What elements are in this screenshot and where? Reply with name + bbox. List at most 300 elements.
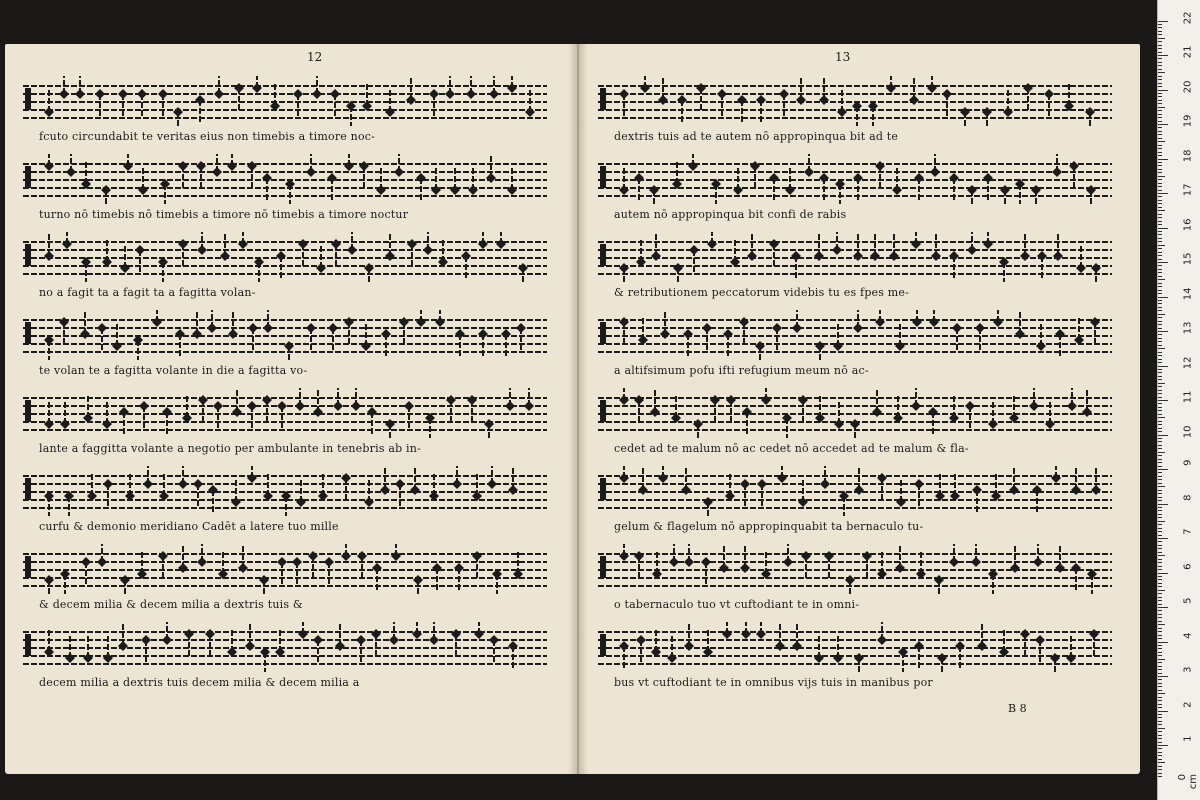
music-system: [598, 154, 1112, 196]
ruler-minor-tick: [1158, 517, 1162, 518]
ruler-minor-tick: [1158, 48, 1162, 49]
ruler-minor-tick: [1158, 735, 1162, 736]
ruler-minor-tick: [1158, 214, 1162, 215]
ruler-minor-tick: [1158, 731, 1162, 732]
ruler-minor-tick: [1158, 348, 1165, 349]
ruler-minor-tick: [1158, 541, 1162, 542]
ruler-minor-tick: [1158, 721, 1162, 722]
ruler-minor-tick: [1158, 200, 1162, 201]
ruler-minor-tick: [1158, 576, 1162, 577]
ruler-minor-tick: [1158, 693, 1165, 694]
ruler-minor-tick: [1158, 414, 1162, 415]
ruler-minor-tick: [1158, 69, 1162, 70]
ruler-minor-tick: [1158, 196, 1162, 197]
ruler-number: 7: [1182, 528, 1194, 535]
ruler-minor-tick: [1158, 62, 1162, 63]
ruler-minor-tick: [1158, 586, 1162, 587]
ruler-tick: [1158, 297, 1168, 298]
ruler-minor-tick: [1158, 428, 1162, 429]
ruler-minor-tick: [1158, 555, 1165, 556]
clef-mark: [600, 166, 606, 188]
ruler-tick: [1158, 711, 1168, 712]
ruler-minor-tick: [1158, 138, 1162, 139]
ruler-minor-tick: [1158, 183, 1162, 184]
ruler-minor-tick: [1158, 659, 1165, 660]
music-staff: [598, 622, 1112, 674]
ruler-minor-tick: [1158, 393, 1162, 394]
clef-mark: [600, 400, 606, 422]
ruler-minor-tick: [1158, 500, 1162, 501]
ruler-minor-tick: [1158, 669, 1162, 670]
ruler-tick: [1158, 159, 1168, 160]
ruler-minor-tick: [1158, 593, 1162, 594]
ruler-number: 16: [1182, 218, 1194, 231]
ruler-minor-tick: [1158, 76, 1162, 77]
ruler-number: 6: [1182, 563, 1194, 570]
clef-mark: [600, 322, 606, 344]
music-staff: [23, 622, 547, 674]
clef-mark: [25, 322, 31, 344]
ruler-minor-tick: [1158, 459, 1162, 460]
ruler-minor-tick: [1158, 624, 1165, 625]
ruler-minor-tick: [1158, 293, 1162, 294]
ruler-tick: [1158, 469, 1168, 470]
clef-mark: [600, 88, 606, 110]
ruler-minor-tick: [1158, 234, 1162, 235]
ruler-unit-label: 0 cm: [1177, 774, 1199, 790]
lyric-line: no a fagit ta a fagit ta a fagitta volan-: [39, 286, 256, 299]
ruler-minor-tick: [1158, 369, 1162, 370]
ruler-number: 20: [1182, 80, 1194, 93]
ruler-minor-tick: [1158, 321, 1162, 322]
ruler-minor-tick: [1158, 83, 1162, 84]
ruler-minor-tick: [1158, 362, 1162, 363]
right-page-number: 13: [835, 50, 851, 64]
ruler-minor-tick: [1158, 510, 1162, 511]
ruler-minor-tick: [1158, 107, 1165, 108]
music-staff: [598, 76, 1112, 128]
ruler-number: 21: [1182, 45, 1194, 59]
ruler-number: 11: [1182, 390, 1194, 404]
ruler-minor-tick: [1158, 252, 1162, 253]
ruler-tick: [1158, 193, 1168, 194]
ruler-minor-tick: [1158, 600, 1162, 601]
ruler-minor-tick: [1158, 569, 1162, 570]
ruler-minor-tick: [1158, 403, 1162, 404]
music-system: [598, 622, 1112, 664]
ruler-minor-tick: [1158, 597, 1162, 598]
ruler-minor-tick: [1158, 521, 1165, 522]
ruler-minor-tick: [1158, 686, 1162, 687]
ruler-minor-tick: [1158, 96, 1162, 97]
ruler-tick: [1158, 573, 1168, 574]
ruler-minor-tick: [1158, 769, 1162, 770]
ruler-minor-tick: [1158, 286, 1162, 287]
ruler-minor-tick: [1158, 34, 1162, 35]
ruler-minor-tick: [1158, 58, 1162, 59]
ruler-minor-tick: [1158, 759, 1162, 760]
ruler-minor-tick: [1158, 272, 1162, 273]
ruler-number: 12: [1182, 356, 1194, 369]
ruler-minor-tick: [1158, 424, 1162, 425]
ruler-minor-tick: [1158, 528, 1162, 529]
left-page: [5, 44, 575, 774]
ruler-minor-tick: [1158, 486, 1165, 487]
ruler-tick: [1158, 400, 1168, 401]
lyric-line: turno nō timebis nō timebis a timore nō timebis a timore noctur: [39, 208, 409, 221]
ruler-number: 14: [1182, 287, 1194, 300]
ruler-minor-tick: [1158, 452, 1165, 453]
music-staff: [598, 388, 1112, 440]
music-system: [23, 76, 547, 118]
ruler-minor-tick: [1158, 514, 1162, 515]
clef-mark: [600, 556, 606, 578]
lyric-line: lante a faggitta volante a negotio per ambulante in tenebris ab in-: [39, 442, 421, 455]
ruler-tick: [1158, 366, 1168, 367]
ruler-minor-tick: [1158, 448, 1162, 449]
ruler-minor-tick: [1158, 103, 1162, 104]
music-staff: [23, 232, 547, 284]
lyric-line: bus vt cuftodiant te in omnibus vijs tuis in manibus por: [614, 676, 933, 689]
ruler-tick: [1158, 262, 1168, 263]
music-system: [598, 310, 1112, 352]
ruler-minor-tick: [1158, 535, 1162, 536]
lyric-line: decem milia a dextris tuis decem milia & decem milia a: [39, 676, 360, 689]
ruler-minor-tick: [1158, 27, 1162, 28]
ruler-minor-tick: [1158, 707, 1162, 708]
ruler-number: 9: [1182, 459, 1194, 466]
lyric-line: a altifsimum pofu ifti refugium meum nō ac-: [614, 364, 869, 377]
ruler-minor-tick: [1158, 479, 1162, 480]
right-page: [580, 44, 1140, 774]
ruler-minor-tick: [1158, 652, 1162, 653]
ruler-minor-tick: [1158, 621, 1162, 622]
lyric-line: cedet ad te malum nō ac cedet nō accedet ad te malum & fla-: [614, 442, 969, 455]
ruler-number: 4: [1182, 632, 1194, 639]
ruler-minor-tick: [1158, 610, 1162, 611]
ruler-minor-tick: [1158, 648, 1162, 649]
ruler-minor-tick: [1158, 238, 1162, 239]
ruler-minor-tick: [1158, 655, 1162, 656]
ruler-minor-tick: [1158, 673, 1162, 674]
ruler-minor-tick: [1158, 662, 1162, 663]
lyric-line: curfu & demonio meridiano Cadēt a latere tuo mille: [39, 520, 339, 533]
music-staff: [23, 310, 547, 362]
ruler-minor-tick: [1158, 472, 1162, 473]
music-staff: [598, 232, 1112, 284]
ruler-minor-tick: [1158, 455, 1162, 456]
ruler-minor-tick: [1158, 145, 1162, 146]
ruler-minor-tick: [1158, 152, 1162, 153]
ruler-minor-tick: [1158, 24, 1162, 25]
ruler-number: 10: [1182, 425, 1194, 438]
ruler-minor-tick: [1158, 72, 1165, 73]
ruler-tick: [1158, 607, 1168, 608]
ruler-tick: [1158, 228, 1168, 229]
ruler-minor-tick: [1158, 445, 1162, 446]
ruler-number: 8: [1182, 494, 1194, 501]
ruler-tick: [1158, 745, 1168, 746]
ruler-minor-tick: [1158, 203, 1162, 204]
ruler-minor-tick: [1158, 410, 1162, 411]
clef-mark: [600, 244, 606, 266]
ruler-minor-tick: [1158, 248, 1162, 249]
music-staff: [598, 466, 1112, 518]
ruler-minor-tick: [1158, 300, 1162, 301]
ruler-minor-tick: [1158, 545, 1162, 546]
ruler-minor-tick: [1158, 390, 1162, 391]
ruler-minor-tick: [1158, 93, 1162, 94]
ruler-number: 18: [1182, 149, 1194, 162]
ruler-minor-tick: [1158, 221, 1162, 222]
ruler-minor-tick: [1158, 269, 1162, 270]
ruler-minor-tick: [1158, 614, 1162, 615]
ruler-minor-tick: [1158, 548, 1162, 549]
ruler-minor-tick: [1158, 172, 1162, 173]
ruler-minor-tick: [1158, 338, 1162, 339]
ruler-minor-tick: [1158, 631, 1162, 632]
ruler-minor-tick: [1158, 635, 1162, 636]
ruler-minor-tick: [1158, 562, 1162, 563]
ruler-minor-tick: [1158, 714, 1162, 715]
clef-mark: [25, 478, 31, 500]
left-page-number: 12: [307, 50, 323, 64]
ruler-minor-tick: [1158, 738, 1162, 739]
ruler-minor-tick: [1158, 604, 1162, 605]
ruler-minor-tick: [1158, 121, 1162, 122]
ruler-minor-tick: [1158, 79, 1162, 80]
music-system: [23, 466, 547, 508]
ruler-minor-tick: [1158, 466, 1162, 467]
ruler-minor-tick: [1158, 559, 1162, 560]
ruler-minor-tick: [1158, 179, 1162, 180]
music-system: [23, 232, 547, 274]
ruler-minor-tick: [1158, 169, 1162, 170]
ruler-minor-tick: [1158, 683, 1162, 684]
music-system: [23, 310, 547, 352]
clef-mark: [25, 400, 31, 422]
ruler-tick: [1158, 21, 1168, 22]
ruler-minor-tick: [1158, 524, 1162, 525]
ruler-minor-tick: [1158, 65, 1162, 66]
ruler-minor-tick: [1158, 507, 1162, 508]
ruler-number: 22: [1182, 11, 1194, 24]
ruler-minor-tick: [1158, 724, 1162, 725]
ruler-minor-tick: [1158, 717, 1162, 718]
lyric-line: fcuto circundabit te veritas eius non timebis a timore noc-: [39, 130, 376, 143]
music-system: [598, 76, 1112, 118]
clef-mark: [25, 244, 31, 266]
clef-mark: [600, 634, 606, 656]
ruler-minor-tick: [1158, 86, 1162, 87]
ruler-minor-tick: [1158, 379, 1162, 380]
ruler-number: 19: [1182, 114, 1194, 128]
ruler-minor-tick: [1158, 324, 1162, 325]
ruler-minor-tick: [1158, 314, 1165, 315]
music-staff: [598, 544, 1112, 596]
music-system: [598, 466, 1112, 508]
ruler-minor-tick: [1158, 490, 1162, 491]
ruler-minor-tick: [1158, 317, 1162, 318]
ruler-minor-tick: [1158, 334, 1162, 335]
ruler-number: 5: [1182, 597, 1194, 604]
ruler-minor-tick: [1158, 431, 1162, 432]
ruler-minor-tick: [1158, 310, 1162, 311]
ruler-minor-tick: [1158, 207, 1162, 208]
ruler-minor-tick: [1158, 31, 1162, 32]
ruler-minor-tick: [1158, 279, 1165, 280]
ruler-minor-tick: [1158, 762, 1165, 763]
ruler-minor-tick: [1158, 41, 1162, 42]
music-system: [23, 544, 547, 586]
music-system: [23, 622, 547, 664]
ruler-minor-tick: [1158, 131, 1162, 132]
ruler-minor-tick: [1158, 697, 1162, 698]
ruler-number: 17: [1182, 183, 1194, 197]
ruler-minor-tick: [1158, 552, 1162, 553]
clef-mark: [25, 634, 31, 656]
ruler-minor-tick: [1158, 704, 1162, 705]
ruler-minor-tick: [1158, 776, 1162, 777]
lyric-line: & retributionem peccatorum videbis tu es fpes me-: [614, 286, 910, 299]
ruler-minor-tick: [1158, 397, 1162, 398]
ruler-minor-tick: [1158, 583, 1162, 584]
ruler-minor-tick: [1158, 290, 1162, 291]
ruler-minor-tick: [1158, 100, 1162, 101]
ruler-minor-tick: [1158, 386, 1162, 387]
ruler-tick: [1158, 90, 1168, 91]
music-system: [598, 388, 1112, 430]
ruler-minor-tick: [1158, 372, 1162, 373]
ruler-minor-tick: [1158, 742, 1162, 743]
ruler-minor-tick: [1158, 231, 1162, 232]
signature-mark: B 8: [1008, 702, 1027, 715]
music-staff: [23, 76, 547, 128]
ruler-minor-tick: [1158, 341, 1162, 342]
music-system: [598, 544, 1112, 586]
lyric-line: & decem milia & decem milia a dextris tuis &: [39, 598, 303, 611]
ruler-minor-tick: [1158, 690, 1162, 691]
ruler-minor-tick: [1158, 186, 1162, 187]
ruler-number: 1: [1182, 735, 1194, 742]
ruler-number: 3: [1182, 666, 1194, 673]
music-system: [23, 154, 547, 196]
music-system: [23, 388, 547, 430]
music-staff: [23, 154, 547, 206]
clef-mark: [25, 556, 31, 578]
ruler-minor-tick: [1158, 407, 1162, 408]
ruler-minor-tick: [1158, 307, 1162, 308]
ruler-minor-tick: [1158, 345, 1162, 346]
ruler-minor-tick: [1158, 748, 1162, 749]
music-staff: [598, 310, 1112, 362]
ruler-minor-tick: [1158, 417, 1165, 418]
ruler-tick: [1158, 504, 1168, 505]
ruler-minor-tick: [1158, 773, 1162, 774]
ruler-minor-tick: [1158, 438, 1162, 439]
ruler-minor-tick: [1158, 114, 1162, 115]
ruler-minor-tick: [1158, 110, 1162, 111]
clef-mark: [25, 166, 31, 188]
ruler-minor-tick: [1158, 283, 1162, 284]
ruler-minor-tick: [1158, 210, 1165, 211]
ruler-minor-tick: [1158, 52, 1162, 53]
ruler-tick: [1158, 642, 1168, 643]
music-system: [598, 232, 1112, 274]
ruler-minor-tick: [1158, 241, 1162, 242]
ruler-tick: [1158, 124, 1168, 125]
music-staff: [23, 466, 547, 518]
ruler-minor-tick: [1158, 148, 1162, 149]
ruler-minor-tick: [1158, 165, 1162, 166]
ruler-minor-tick: [1158, 176, 1165, 177]
ruler-minor-tick: [1158, 421, 1162, 422]
ruler-minor-tick: [1158, 38, 1165, 39]
ruler-minor-tick: [1158, 645, 1162, 646]
ruler-tick: [1158, 676, 1168, 677]
ruler-minor-tick: [1158, 355, 1162, 356]
ruler-tick: [1158, 331, 1168, 332]
ruler-number: 13: [1182, 321, 1194, 335]
ruler-minor-tick: [1158, 700, 1162, 701]
measuring-ruler: [1157, 0, 1200, 800]
ruler-minor-tick: [1158, 217, 1162, 218]
ruler-minor-tick: [1158, 245, 1165, 246]
ruler-minor-tick: [1158, 493, 1162, 494]
ruler-minor-tick: [1158, 276, 1162, 277]
ruler-minor-tick: [1158, 352, 1162, 353]
ruler-minor-tick: [1158, 117, 1162, 118]
ruler-minor-tick: [1158, 162, 1162, 163]
ruler-minor-tick: [1158, 638, 1162, 639]
ruler-minor-tick: [1158, 45, 1162, 46]
ruler-minor-tick: [1158, 259, 1162, 260]
ruler-minor-tick: [1158, 497, 1162, 498]
ruler-minor-tick: [1158, 531, 1162, 532]
ruler-minor-tick: [1158, 666, 1162, 667]
ruler-number: 15: [1182, 252, 1194, 266]
ruler-minor-tick: [1158, 328, 1162, 329]
ruler-minor-tick: [1158, 255, 1162, 256]
lyric-line: te volan te a fagitta volante in die a fagitta vo-: [39, 364, 308, 377]
ruler-minor-tick: [1158, 265, 1162, 266]
ruler-minor-tick: [1158, 155, 1162, 156]
clef-mark: [600, 478, 606, 500]
ruler-minor-tick: [1158, 752, 1162, 753]
lyric-line: dextris tuis ad te autem nō appropinqua bit ad te: [614, 130, 899, 143]
ruler-minor-tick: [1158, 462, 1162, 463]
ruler-minor-tick: [1158, 476, 1162, 477]
ruler-minor-tick: [1158, 359, 1162, 360]
lyric-line: autem nō appropinqua bit confi de rabis: [614, 208, 847, 221]
ruler-minor-tick: [1158, 190, 1162, 191]
ruler-minor-tick: [1158, 441, 1162, 442]
ruler-minor-tick: [1158, 134, 1162, 135]
ruler-minor-tick: [1158, 579, 1162, 580]
ruler-minor-tick: [1158, 679, 1162, 680]
book-gutter: [568, 44, 588, 774]
clef-mark: [25, 88, 31, 110]
ruler-tick: [1158, 435, 1168, 436]
ruler-number: 2: [1182, 701, 1194, 708]
ruler-minor-tick: [1158, 755, 1162, 756]
ruler-minor-tick: [1158, 728, 1165, 729]
ruler-minor-tick: [1158, 376, 1162, 377]
ruler-minor-tick: [1158, 617, 1162, 618]
ruler-minor-tick: [1158, 628, 1162, 629]
ruler-minor-tick: [1158, 483, 1162, 484]
music-staff: [598, 154, 1112, 206]
